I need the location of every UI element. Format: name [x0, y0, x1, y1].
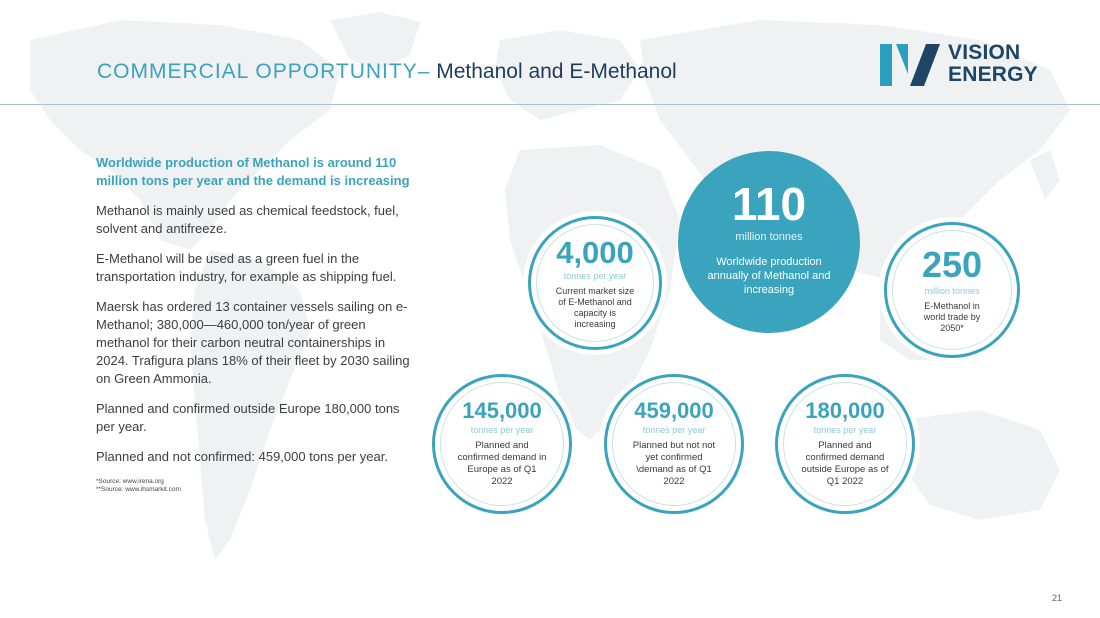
title-suffix: Methanol and E-Methanol — [430, 60, 677, 83]
left-text-column — [96, 154, 411, 494]
stat-circle-4000 — [528, 216, 662, 350]
stat-4000-value: 4,000 — [556, 234, 634, 270]
stat-250-value: 250 — [921, 243, 983, 285]
title-prefix: COMMERCIAL OPPORTUNITY– — [97, 60, 431, 83]
stat-250-desc: E-Methanol in world trade by 2050* — [923, 300, 981, 333]
stat-circle-145000 — [432, 374, 572, 514]
stat-circle-250 — [884, 222, 1020, 358]
stat-459000-value: 459,000 — [634, 398, 714, 423]
stat-145000-value: 145,000 — [462, 398, 542, 423]
logo-line-1: VISION — [948, 41, 1021, 64]
stat-4000-desc: Current market size of E-Methanol and capacity is increasing — [555, 285, 635, 329]
vision-energy-logo — [880, 42, 1060, 88]
paragraph-uses: Methanol is mainly used as chemical feedstock, fuel, solvent and antifreeze. — [96, 203, 399, 236]
stat-main-unit: million tonnes — [735, 231, 803, 243]
logo-mark-icon — [880, 44, 940, 86]
paragraph-e-methanol: E-Methanol will be used as a green fuel in the transportation industry, for example as shipping fuel. — [96, 251, 397, 284]
stat-180000-unit: tonnes per year — [813, 425, 877, 435]
stat-145000-unit: tonnes per year — [470, 425, 534, 435]
stat-circle-459000 — [604, 374, 744, 514]
source-ihsmarkit: **Source: www.ihsmarkit.com — [96, 486, 181, 493]
stat-459000-desc: Planned but not not yet confirmed \demand as of Q1 2022 — [632, 440, 716, 487]
stat-145000-desc: Planned and confirmed demand in Europe as of Q1 2022 — [457, 440, 547, 487]
source-irena: *Source: www.irena.org — [96, 478, 164, 485]
stat-250-unit: million tonnes — [924, 285, 980, 296]
page-number: 21 — [1051, 593, 1062, 603]
stat-180000-value: 180,000 — [805, 398, 885, 423]
stat-circle-main — [678, 151, 860, 333]
stat-4000-unit: tonnes per year — [563, 270, 627, 281]
logo-text — [948, 42, 1038, 86]
page-title — [97, 60, 677, 84]
paragraph-outside-europe: Planned and confirmed outside Europe 180,000 tons per year. — [96, 401, 400, 434]
paragraph-not-confirmed: Planned and not confirmed: 459,000 tons per year. — [96, 449, 388, 464]
stat-main-desc: Worldwide production annually of Methanol and increasing — [707, 256, 831, 296]
logo-line-2: ENERGY — [948, 63, 1038, 86]
paragraph-maersk: Maersk has ordered 13 container vessels sailing on e-Methanol; 380,000—460,000 ton/year of green methanol for their carbon neutral containerships in 2024. Trafigura plans 18% of their fleet by 2030 sailing on Green Ammonia. — [96, 299, 410, 386]
stat-circle-180000 — [775, 374, 915, 514]
stat-180000-desc: Planned and confirmed demand outside Europe as of Q1 2022 — [801, 440, 889, 487]
stat-main-value: 110 — [731, 178, 807, 230]
stat-459000-unit: tonnes per year — [642, 425, 706, 435]
lead-statement: Worldwide production of Methanol is around 110 million tons per year and the demand is increasing — [96, 155, 410, 188]
header-divider — [0, 104, 1100, 105]
